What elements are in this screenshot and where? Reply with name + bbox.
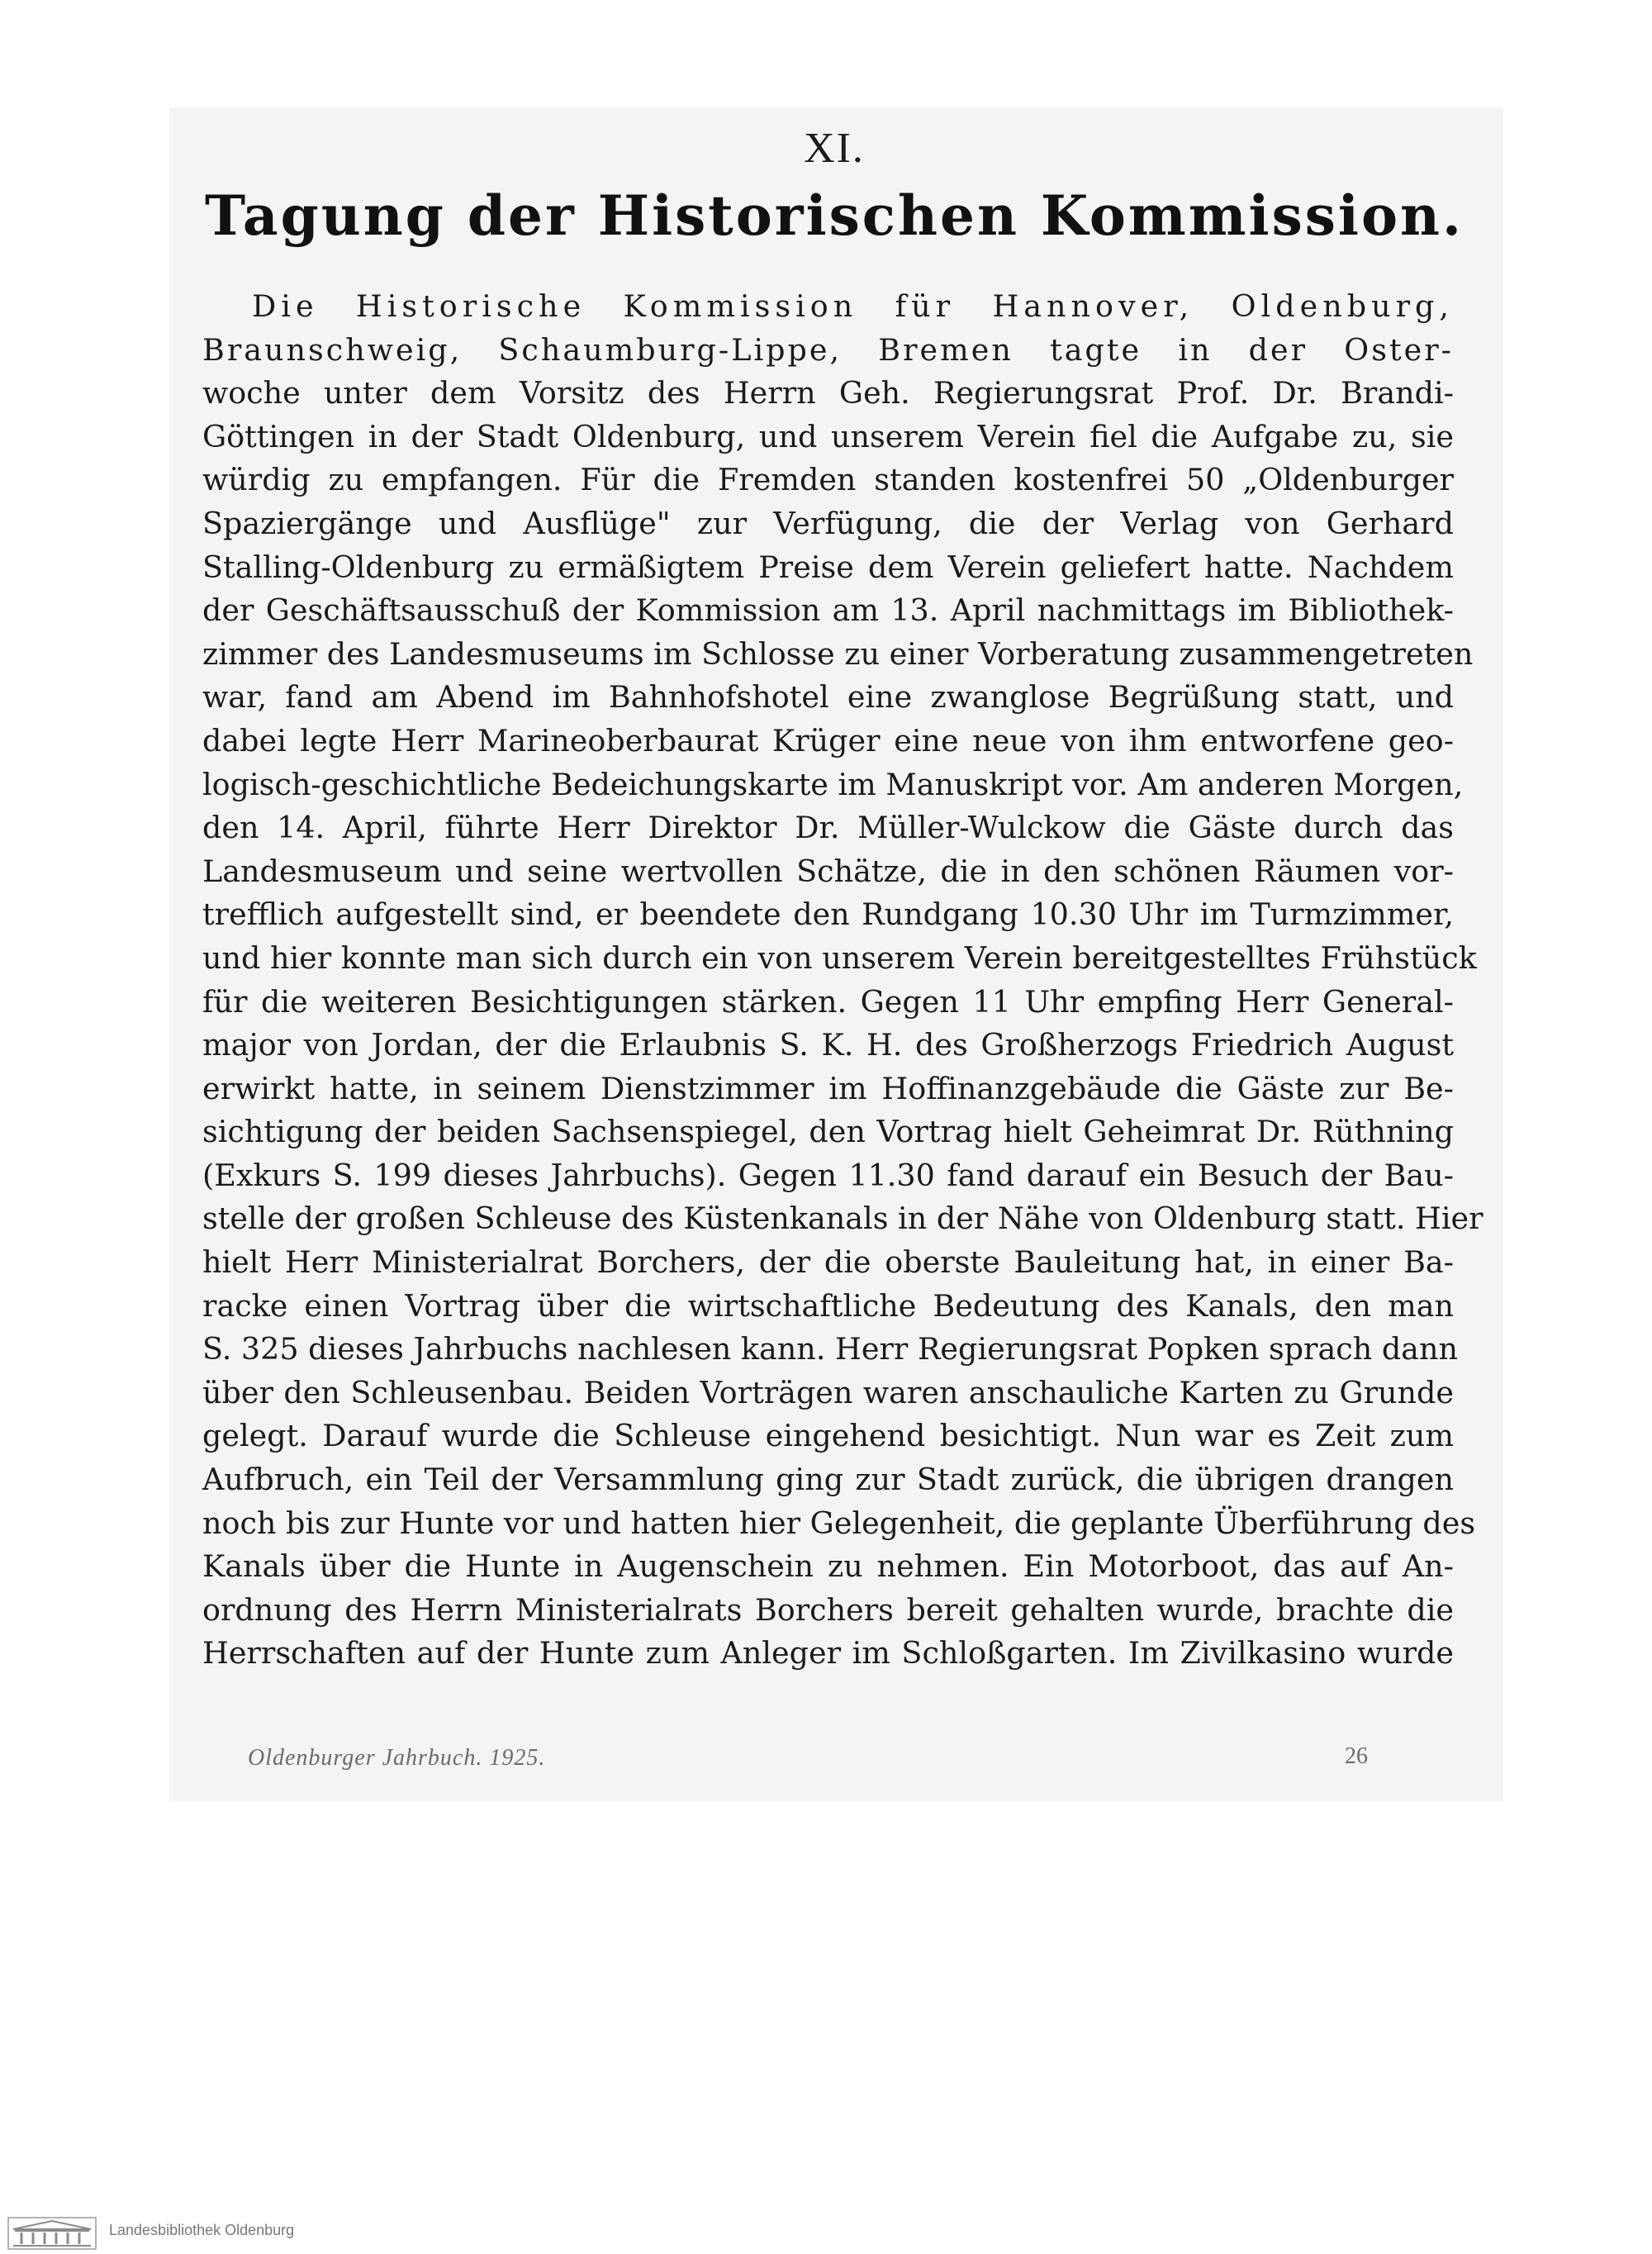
text-line: major von Jordan, der die Erlaubnis S. K. H. des Großherzogs Friedrich August <box>202 1027 1454 1063</box>
text-line: Göttingen in der Stadt Oldenburg, und unserem Verein fiel die Aufgabe zu, sie <box>202 418 1454 454</box>
chapter-number: XI. <box>804 125 865 172</box>
text-line: racke einen Vortrag über die wirtschaftliche Bedeutung des Kanals, den man <box>202 1287 1454 1324</box>
text-line: logisch-geschichtliche Bedeichungskarte im Manuskript vor. Am anderen Morgen, <box>202 766 1464 802</box>
text-line: würdig zu empfangen. Für die Fremden standen kostenfrei 50 „Oldenburger <box>202 462 1454 498</box>
text-line: Braunschweig, Schaumburg-Lippe, Bremen tagte in der Oster- <box>202 331 1454 368</box>
text-line: und hier konnte man sich durch ein von unserem Verein bereitgestelltes Frühstück <box>202 939 1477 976</box>
library-name: Landesbibliothek Oldenburg <box>109 2222 295 2238</box>
text-line: trefflich aufgestellt sind, er beendete den Rundgang 10.30 Uhr im Turmzimmer, <box>202 896 1454 933</box>
text-line: dabei legte Herr Marineoberbaurat Krüger eine neue von ihm entworfene geo- <box>202 722 1454 758</box>
text-line: für die weiteren Besichtigungen stärken. Gegen 11 Uhr empfing Herr General- <box>202 983 1454 1020</box>
text-line: Die Historische Kommission für Hannover, Oldenburg, <box>252 288 1454 324</box>
footer-page-number: 26 <box>1345 1743 1368 1769</box>
text-line: stelle der großen Schleuse des Küstenkanals in der Nähe von Oldenburg statt. Hier <box>202 1201 1483 1237</box>
text-line: gelegt. Darauf wurde die Schleuse eingehend besichtigt. Nun war es Zeit zum <box>202 1418 1454 1454</box>
text-line: hielt Herr Ministerialrat Borchers, der die oberste Bauleitung hat, in einer Ba- <box>202 1244 1454 1281</box>
text-line: über den Schleusenbau. Beiden Vorträgen waren anschauliche Karten zu Grunde <box>202 1374 1454 1410</box>
text-line: woche unter dem Vorsitz des Herrn Geh. Regierungsrat Prof. Dr. Brandi- <box>202 375 1454 411</box>
text-line: Landesmuseum und seine wertvollen Schätze, die in den schönen Räumen vor- <box>202 853 1454 889</box>
text-line: Kanals über die Hunte in Augenschein zu nehmen. Ein Motorboot, das auf An- <box>202 1548 1454 1585</box>
text-line: sichtigung der beiden Sachsenspiegel, den Vortrag hielt Geheimrat Dr. Rüthning <box>202 1114 1454 1150</box>
text-line: Herrschaften auf der Hunte zum Anleger im Schloßgarten. Im Zivilkasino wurde <box>202 1635 1454 1671</box>
text-line: den 14. April, führte Herr Direktor Dr. Müller-Wulckow die Gäste durch das <box>202 810 1454 846</box>
text-line: war, fand am Abend im Bahnhofshotel eine zwanglose Begrüßung statt, und <box>202 679 1454 716</box>
text-line: der Geschäftsausschuß der Kommission am 13. April nachmittags im Bibliothek- <box>202 592 1454 629</box>
page-title: Tagung der Historischen Kommission. <box>205 183 1464 248</box>
text-line: S. 325 dieses Jahrbuchs nachlesen kann. Herr Regierungsrat Popken sprach dann <box>202 1331 1458 1367</box>
text-line: ordnung des Herrn Ministerialrats Borchers bereit gehalten wurde, brachte die <box>202 1591 1454 1628</box>
text-line: noch bis zur Hunte vor und hatten hier Gelegenheit, die geplante Überführung des <box>202 1505 1476 1541</box>
library-building-icon <box>7 2214 97 2251</box>
text-line: Spaziergänge und Ausflüge" zur Verfügung, die der Verlag von Gerhard <box>202 505 1454 541</box>
text-line: zimmer des Landesmuseums im Schlosse zu einer Vorberatung zusammengetreten <box>202 635 1474 672</box>
text-line: Aufbruch, ein Teil der Versammlung ging zur Stadt zurück, die übrigen drangen <box>202 1462 1454 1498</box>
footer-publication: Oldenburger Jahrbuch. 1925. <box>248 1745 546 1771</box>
text-line: (Exkurs S. 199 dieses Jahrbuchs). Gegen 11.30 fand darauf ein Besuch der Bau- <box>202 1157 1454 1193</box>
text-line: Stalling-Oldenburg zu ermäßigtem Preise dem Verein geliefert hatte. Nachdem <box>202 549 1454 585</box>
body-text <box>202 285 1483 1676</box>
text-line: erwirkt hatte, in seinem Dienstzimmer im Hoffinanzgebäude die Gäste zur Be- <box>202 1070 1454 1106</box>
